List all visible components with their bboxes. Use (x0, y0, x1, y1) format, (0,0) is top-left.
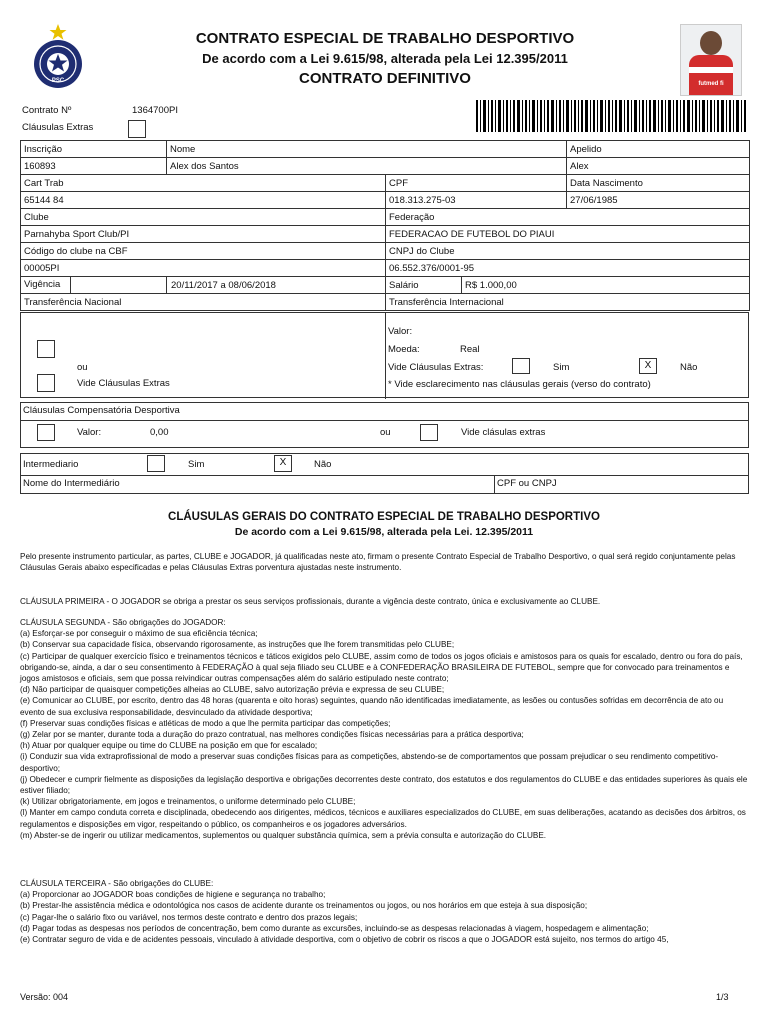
transfer-sim-checkbox[interactable] (512, 358, 530, 374)
photo-shirt-text: futmed fi (698, 81, 724, 87)
clause-line: (m) Abster-se de ingerir ou utilizar medicamentos, suplementos ou qualquer substância química, sem a prévia consulta e autorização do CLUBE. (20, 830, 547, 840)
compensatoria-title: Cláusulas Compensatória Desportiva (23, 405, 180, 416)
clause-line: (d) Pagar todas as despesas nos períodos de concentração, bem como durante as excursões, incluindo-se as despesas relacionadas à viagem, hospedagem e alimentação; (20, 923, 649, 933)
nome-value: Alex dos Santos (167, 158, 567, 175)
clause-line: (c) Participar de qualquer exercício físico e treinamentos técnicos e táticos exigidos pelo CLUBE, assim como de todos os jogos oficiais e amistosos para os quais for escalado, dentro ou fora do país, obrigando-se, ainda, a dar o seu consentimento à FEDERAÇÃO à qual seja filiado seu CLUBE e à CONFEDERAÇÃO BRASILEIRA DE FUTEBOL, sempre que for convocado para treinamentos e jogos amistosos e oficiais, sem que possa reivindicar outras compensações além do salário estipulado neste contrato; (20, 651, 743, 684)
logo-text: PSC (51, 78, 65, 84)
clause-line: (j) Obedecer e cumprir fielmente as disposições da legislação desportiva e obrigações decorrentes deste contrato, dos estatutos e dos regulamentos do CLUBE e das entidades superiores às quais ele estiver filiado; (20, 774, 748, 796)
table-row (21, 260, 750, 277)
salario-label: Salário (386, 277, 462, 294)
codigo-cbf-value: 00005PI (21, 260, 386, 277)
transfer-vide-extras-label: Vide Cláusulas Extras: (388, 362, 484, 373)
cart-trab-value: 65144 84 (21, 192, 386, 209)
transfer-ou: ou (77, 362, 88, 373)
footer-version: Versão: 004 (20, 992, 69, 1002)
clube-label: Clube (21, 209, 386, 226)
nascimento-label: Data Nascimento (567, 175, 750, 192)
clause-line: (e) Contratar seguro de vida e de acidentes pessoais, vinculado à atividade desportiva, com o objetivo de cobrir os riscos a que o JOGADOR está sujeito, nos termos do artigo 45, (20, 935, 669, 945)
vigencia-cell (21, 277, 167, 294)
transfer-moeda-value: Real (460, 344, 480, 355)
clause-line: (a) Proporcionar ao JOGADOR boas condições de higiene e segurança no trabalho; (20, 890, 326, 900)
cart-trab-label: Cart Trab (21, 175, 386, 192)
clause-third (20, 878, 748, 945)
clause-line: (b) Conservar sua capacidade física, observando rigorosamente, as instruções que lhe forem transmitidas pelo CLUBE; (20, 640, 455, 650)
vigencia-label: Vigência (21, 277, 71, 293)
transf-nacional-label: Transferência Nacional (21, 294, 386, 311)
clause-line: (b) Prestar-lhe assistência médica e odontológica nos casos de acidente durante os treinamentos ou jogos, ou nos horários em que esteja à sua disposição; (20, 901, 588, 911)
table-row (21, 226, 750, 243)
clause-second (20, 617, 748, 841)
cpf-label: CPF (386, 175, 567, 192)
intermediario-nome-label: Nome do Intermediário (23, 478, 120, 489)
intermediario-label: Intermediario (23, 459, 79, 470)
apelido-value: Alex (567, 158, 750, 175)
salario-value: R$ 1.000,00 (462, 277, 750, 294)
clause-line: (a) Esforçar-se por conseguir o máximo de sua eficiência técnica; (20, 629, 258, 639)
table-row (21, 192, 750, 209)
transfer-note: * Vide esclarecimento nas cláusulas gerais (verso do contrato) (388, 379, 651, 390)
compensatoria-valor-value: 0,00 (150, 427, 169, 438)
clause-first-text: CLÁUSULA PRIMEIRA - O JOGADOR se obriga a prestar os seus serviços profissionais, durante a vigência deste contrato, única e exclusivamente ao CLUBE. (20, 597, 601, 606)
cnpj-label: CNPJ do Clube (386, 243, 750, 260)
transfer-vide-extras: Vide Cláusulas Extras (77, 378, 170, 389)
club-logo (28, 22, 88, 88)
table-row (21, 294, 750, 311)
clause-line: (h) Atuar por qualquer equipe ou time do CLUBE na posição em que for escalado; (20, 741, 318, 751)
clause-line: (c) Pagar-lhe o salário fixo ou variável, nos termos deste contrato e dentro dos prazos legais; (20, 912, 358, 922)
page-title: CONTRATO ESPECIAL DE TRABALHO DESPORTIVO (195, 30, 575, 47)
intermediario-sim-label: Sim (188, 459, 205, 470)
transfer-moeda-label: Moeda: (388, 344, 420, 355)
clube-value: Parnahyba Sport Club/PI (21, 226, 386, 243)
inscricao-label: Inscrição (21, 141, 167, 158)
intermediario-nao-checkbox[interactable]: X (274, 455, 292, 472)
clause-line: (e) Comunicar ao CLUBE, por escrito, dentro das 48 horas (quarenta e oito horas) seguintes, quando não identificadas imediatamente, as lesões ou contusões sofridas em decorrência de ato ou evento de sua exclusiva responsabilidade, desvinculado da atividade desportiva; (20, 696, 724, 717)
clause-line: CLÁUSULA SEGUNDA - São obrigações do JOGADOR: (20, 618, 226, 627)
clausulas-extras-label: Cláusulas Extras (22, 122, 94, 133)
transfer-nao-checkbox[interactable]: X (639, 358, 657, 374)
federacao-value: FEDERACAO DE FUTEBOL DO PIAUI (386, 226, 750, 243)
inscricao-value: 160893 (21, 158, 167, 175)
clause-line: (f) Preservar suas condições físicas e atléticas de modo a que lhe permita participar das competições; (20, 718, 391, 728)
compensatoria-valor-label: Valor: (77, 427, 102, 438)
cpf-value: 018.313.275-03 (386, 192, 567, 209)
contract-number-value: 1364700PI (132, 105, 178, 116)
page-subtitle: De acordo com a Lei 9.615/98, alterada pela Lei 12.395/2011 (202, 51, 568, 66)
contract-type: CONTRATO DEFINITIVO (299, 70, 471, 87)
general-clauses-subtitle: De acordo com a Lei 9.615/98, alterada pela Lei. 12.395/2011 (234, 526, 534, 538)
contract-number-label: Contrato Nº (22, 105, 72, 116)
barcode-icon (476, 100, 748, 132)
clause-line: (d) Não participar de quaisquer competições alheias ao CLUBE, salvo autorização prévia e expressa de seu CLUBE; (20, 685, 445, 695)
intermediario-nao-label: Não (314, 459, 332, 470)
transfer-nacional-checkbox-2[interactable] (37, 374, 55, 392)
transfer-sim-label: Sim (553, 362, 570, 373)
cnpj-value: 06.552.376/0001-95 (386, 260, 750, 277)
table-row (21, 175, 750, 192)
codigo-cbf-label: Código do clube na CBF (21, 243, 386, 260)
clause-line: (l) Manter em campo conduta correta e disciplinada, obedecendo aos dirigentes, médicos, técnicos e auxiliares especializados do CLUBE, em suas deliberações, acatando as decisões dos árbitros, os regulamentos e disposições em vigor, respeitando o público, os companheiros e os jogadores adversários. (20, 808, 746, 829)
clausulas-extras-checkbox[interactable] (128, 120, 146, 138)
transfer-valor-label: Valor: (388, 326, 413, 337)
clause-intro-text: Pelo presente instrumento particular, as partes, CLUBE e JOGADOR, já qualificadas neste ato, firmam o presente Contrato Especial de Trabalho Desportivo, o qual será regido conjuntamente pelas Cláusulas Gerais abaixo especificadas e pelas Cláusulas Extras porventura ajustadas neste instrumento. (20, 552, 736, 573)
apelido-label: Apelido (567, 141, 750, 158)
footer-page: 1/3 (716, 992, 729, 1002)
compensatoria-vide: Vide clásulas extras (461, 427, 546, 438)
table-row (21, 141, 750, 158)
clause-first (20, 596, 748, 607)
intermediario-doc-label: CPF ou CNPJ (497, 478, 557, 489)
transf-internacional-label: Transferência Internacional (386, 294, 750, 311)
clause-line: (i) Conduzir sua vida extraprofissional de modo a preservar suas condições físicas para as competições, abstendo-se de comportamentos que possam prejudicar o seu rendimento competitivo-desportivo; (20, 752, 719, 773)
general-clauses-title: CLÁUSULAS GERAIS DO CONTRATO ESPECIAL DE TRABALHO DESPORTIVO (168, 511, 600, 523)
federacao-label: Federação (386, 209, 750, 226)
compensatoria-ou: ou (380, 427, 391, 438)
player-data-table (20, 140, 750, 311)
table-row (21, 158, 750, 175)
table-row (21, 209, 750, 226)
table-row (21, 243, 750, 260)
intermediario-section (20, 453, 749, 494)
table-row (21, 277, 750, 294)
clause-line: (g) Zelar por se manter, durante toda a duração do prazo contratual, nas melhores condições físicas necessárias para a prática desportiva; (20, 730, 524, 740)
transfer-nao-label: Não (680, 362, 698, 373)
transfer-nacional-checkbox-1[interactable] (37, 340, 55, 358)
clause-line: (k) Utilizar obrigatoriamente, em jogos e treinamentos, o uniforme determinado pelo CLUBE; (20, 797, 356, 807)
compensatoria-valor-checkbox[interactable] (37, 424, 55, 441)
intermediario-sim-checkbox[interactable] (147, 455, 165, 472)
athlete-photo (680, 24, 742, 96)
clause-line: CLÁUSULA TERCEIRA - São obrigações do CLUBE: (20, 879, 214, 888)
nascimento-value: 27/06/1985 (567, 192, 750, 209)
vigencia-value: 20/11/2017 a 08/06/2018 (167, 277, 386, 294)
nome-label: Nome (167, 141, 567, 158)
clause-intro (20, 551, 748, 573)
compensatoria-vide-checkbox[interactable] (420, 424, 438, 441)
